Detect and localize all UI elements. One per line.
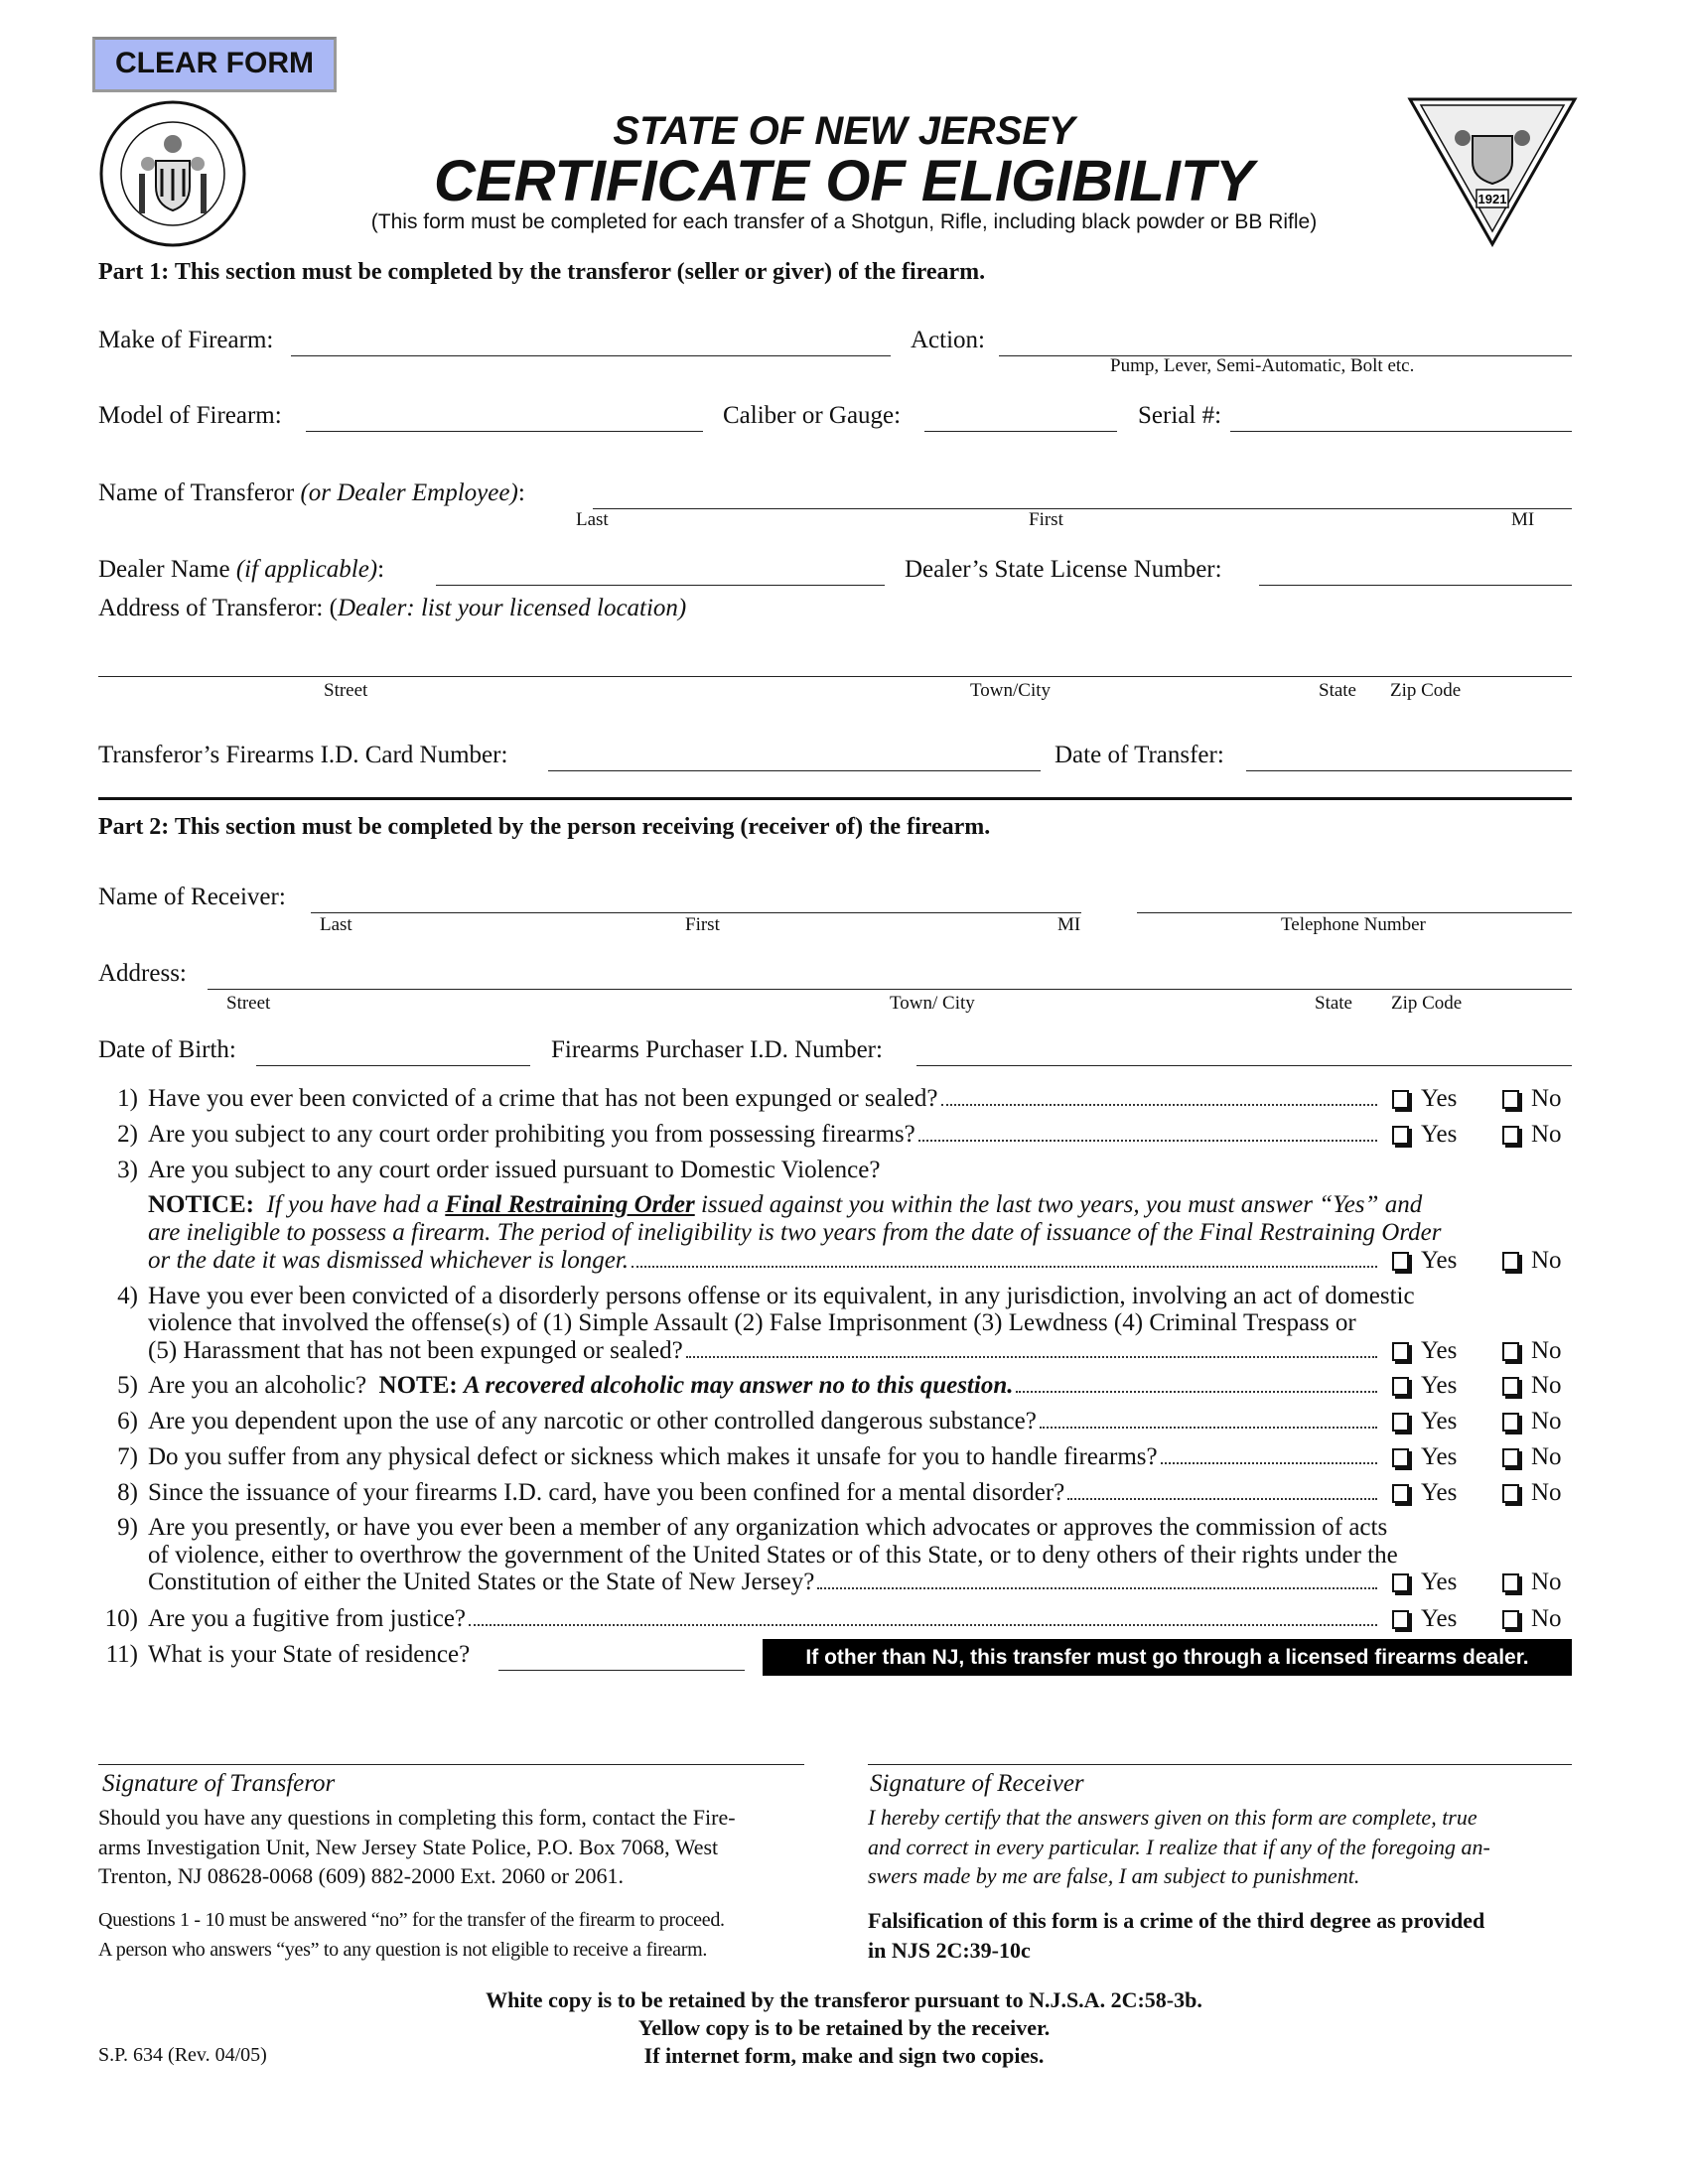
dealer-name-label [98,555,384,585]
question-number: 9) [117,1514,138,1541]
sub-street: Street [226,993,271,1014]
checkbox-icon [1392,1126,1409,1145]
checkbox-icon [1392,1610,1409,1629]
dot-leader [1016,1391,1377,1393]
question-9-line-3 [148,1569,1381,1596]
form-number: S.P. 634 (Rev. 04/05) [98,2044,267,2066]
dealer-name-field[interactable] [436,585,885,586]
transferor-fid-field[interactable] [548,770,1041,771]
no-label: No [1531,1443,1562,1470]
yes-label: Yes [1421,1408,1458,1434]
question-10 [98,1605,1381,1633]
q9-yes-checkbox[interactable] [1392,1569,1457,1596]
yes-label: Yes [1421,1085,1458,1112]
checkbox-icon [1502,1377,1519,1396]
checkbox-icon [1392,1090,1409,1109]
transferor-name-label [98,478,525,508]
state-heading: STATE OF NEW JERSEY [613,109,1075,153]
receiver-name-label: Name of Receiver: [98,884,286,910]
checkbox-icon [1392,1413,1409,1432]
question-text: Since the issuance of your firearms I.D. card, have you been confined for a mental disorder? [148,1479,1065,1506]
clear-form-button[interactable]: CLEAR FORM [92,37,337,92]
dealer-license-label: Dealer’s State License Number: [905,556,1222,583]
form-title: CERTIFICATE OF ELIGIBILITY [434,149,1254,213]
state-of-residence-field[interactable] [498,1670,745,1671]
checkbox-icon [1392,1252,1409,1271]
question-text: Have you ever been convicted of a disorderly persons offense or its equivalent, in any jurisdiction, involving an act of domestic [148,1283,1415,1309]
no-label: No [1531,1408,1562,1434]
answer-rule [98,1906,725,1965]
no-label: No [1531,1337,1562,1364]
q7-no-checkbox[interactable] [1502,1443,1562,1471]
transfer-date-label: Date of Transfer: [1055,742,1224,768]
q2-yes-checkbox[interactable] [1392,1121,1457,1149]
q4-no-checkbox[interactable] [1502,1337,1562,1365]
question-text: Are you dependent upon the use of any narcotic or other controlled dangerous substance? [148,1408,1037,1434]
question-number: 3) [117,1157,138,1183]
dob-label: Date of Birth: [98,1036,236,1063]
dot-leader [469,1624,1377,1626]
checkbox-icon [1392,1484,1409,1503]
yes-label: Yes [1421,1569,1458,1595]
checkbox-icon [1502,1610,1519,1629]
yes-label: Yes [1421,1372,1458,1399]
question-number: 1) [117,1085,138,1112]
copy-instruction-internet: If internet form, make and sign two copies. [643,2043,1045,2068]
no-label: No [1531,1247,1562,1274]
svg-text:1921: 1921 [1477,192,1507,206]
transferor-signature-label: Signature of Transferor [102,1770,336,1797]
receiver-name-field[interactable] [311,912,1081,913]
dealer-license-field[interactable] [1259,585,1572,586]
transfer-date-field[interactable] [1246,770,1572,771]
question-text: Constitution of either the United States or the State of New Jersey? [148,1569,815,1595]
notice-line-3 [148,1247,1381,1275]
notice-line-1 [148,1191,1422,1219]
question-number: 8) [117,1479,138,1506]
notice-line-2: are ineligible to possess a firearm. The period of ineligibility is two years from the date of issuance of the Final Restraining Order [148,1219,1442,1246]
yes-label: Yes [1421,1337,1458,1364]
fpid-label: Firearms Purchaser I.D. Number: [551,1036,883,1063]
q4-yes-checkbox[interactable] [1392,1337,1457,1365]
falsification-line: Falsification of this form is a crime of the third degree as provided [868,1908,1485,1933]
yes-label: Yes [1421,1247,1458,1274]
colon: : [517,479,525,506]
question-3 [98,1157,1572,1184]
q1-yes-checkbox[interactable] [1392,1085,1457,1113]
question-6 [98,1408,1381,1435]
checkbox-icon [1502,1252,1519,1271]
receiver-address-label: Address: [98,960,187,987]
question-number: 7) [117,1443,138,1470]
transferor-address-field[interactable] [98,676,1572,677]
dob-field[interactable] [256,1065,530,1066]
q5-yes-checkbox[interactable] [1392,1372,1457,1400]
receiver-phone-field[interactable] [1137,912,1572,913]
checkbox-icon [1502,1126,1519,1145]
question-text: Are you an alcoholic? [148,1372,367,1399]
dealer-notice-banner: If other than NJ, this transfer must go through a licensed firearms dealer. [763,1639,1572,1676]
checkbox-icon [1502,1413,1519,1432]
fpid-field[interactable] [916,1065,1572,1066]
make-label: Make of Firearm: [98,327,274,353]
question-text: Are you subject to any court order prohibiting you from possessing firearms? [148,1121,915,1148]
question-text: Have you ever been convicted of a crime that has not been expunged or sealed? [148,1085,938,1112]
question-text: What is your State of residence? [148,1641,471,1668]
q8-no-checkbox[interactable] [1502,1479,1562,1507]
no-label: No [1531,1121,1562,1148]
receiver-signature-field[interactable] [868,1764,1572,1765]
checkbox-icon [1502,1573,1519,1592]
no-label: No [1531,1372,1562,1399]
question-1 [98,1085,1381,1113]
question-4-line-2: violence that involved the offense(s) of (1) Simple Assault (2) False Imprisonment (3) Lewdness (4) Criminal Trespass or [148,1309,1356,1336]
dot-leader [1067,1498,1377,1500]
q1-no-checkbox[interactable] [1502,1085,1562,1113]
dot-leader [686,1356,1377,1358]
action-label: Action: [911,327,985,353]
dot-leader [632,1266,1377,1268]
dot-leader [1161,1462,1377,1464]
checkbox-icon [1502,1090,1519,1109]
question-7 [98,1443,1381,1471]
caliber-label: Caliber or Gauge: [723,402,902,429]
section-divider [98,797,1572,800]
sub-last: Last [576,509,609,530]
notice-label: NOTICE: [148,1191,254,1218]
yes-label: Yes [1421,1121,1458,1148]
colon: : [377,556,385,583]
final-restraining-order-emphasis: Final Restraining Order [445,1191,695,1218]
yes-label: Yes [1421,1605,1458,1632]
notice-text: issued against you within the last two years, you must answer “Yes” and [700,1191,1423,1218]
no-label: No [1531,1085,1562,1112]
question-number: 10) [104,1605,138,1632]
sub-mi: MI [1057,914,1081,935]
model-field[interactable] [306,431,703,432]
checkbox-icon [1392,1448,1409,1467]
falsification-warning [868,1906,1484,1965]
transferor-name-text: Name of Transferor [98,479,295,506]
no-label: No [1531,1569,1562,1595]
caliber-field[interactable] [924,431,1117,432]
sub-zip: Zip Code [1391,993,1463,1014]
dealer-name-text: Dealer Name [98,556,230,583]
question-9 [98,1514,1572,1542]
dot-leader [941,1104,1378,1106]
checkbox-icon [1502,1484,1519,1503]
part2-heading: Part 2: This section must be completed by the person receiving (receiver of) the firearm. [98,814,991,840]
sub-city: Town/ City [890,993,975,1014]
question-text: Are you subject to any court order issued pursuant to Domestic Violence? [148,1157,881,1183]
question-4 [98,1283,1572,1310]
q6-yes-checkbox[interactable] [1392,1408,1457,1435]
q10-no-checkbox[interactable] [1502,1605,1562,1633]
form-subtitle: (This form must be completed for each transfer of a Shotgun, Rifle, including black powder or BB Rifle) [370,210,1318,233]
sub-state: State [1315,993,1352,1014]
notice-text: If you have had a [266,1191,440,1218]
transferor-fid-label: Transferor’s Firearms I.D. Card Number: [98,742,508,768]
certification-text [868,1803,1578,1891]
transferor-signature-field[interactable] [98,1764,804,1765]
action-hint: Pump, Lever, Semi-Automatic, Bolt etc. [1110,355,1415,376]
question-4-line-3 [148,1337,1381,1365]
question-2 [98,1121,1381,1149]
transferor-name-hint: (or Dealer Employee) [300,479,518,506]
dealer-name-hint: (if applicable) [235,556,378,583]
notice-text: or the date it was dismissed whichever is longer. [148,1247,629,1274]
question-text: Are you presently, or have you ever been a member of any organization which advocates or approves the commission of acts [148,1514,1388,1541]
checkbox-icon [1392,1342,1409,1361]
serial-field[interactable] [1230,431,1572,432]
serial-label: Serial #: [1138,402,1222,429]
yes-label: Yes [1421,1479,1458,1506]
q2-no-checkbox[interactable] [1502,1121,1562,1149]
address-hint: Dealer: list your licensed location) [337,595,687,621]
question-number: 5) [117,1372,138,1399]
no-label: No [1531,1605,1562,1632]
q8-yes-checkbox[interactable] [1392,1479,1457,1507]
checkbox-icon [1502,1342,1519,1361]
sub-phone: Telephone Number [1281,914,1426,935]
sub-last: Last [320,914,352,935]
q5-no-checkbox[interactable] [1502,1372,1562,1400]
certify-line: swers made by me are false, I am subject to punishment. [868,1863,1360,1888]
q9-no-checkbox[interactable] [1502,1569,1562,1596]
contact-line: arms Investigation Unit, New Jersey State Police, P.O. Box 7068, West [98,1834,719,1859]
checkbox-icon [1392,1377,1409,1396]
question-9-line-2: of violence, either to overthrow the government of the United States or of this State, or to deny others of their rights under the [148,1542,1398,1569]
question-number: 2) [117,1121,138,1148]
receiver-address-field[interactable] [208,989,1572,990]
q10-yes-checkbox[interactable] [1392,1605,1457,1633]
question-8 [98,1479,1381,1507]
question-text: (5) Harassment that has not been expunged or sealed? [148,1337,683,1364]
question-5 [98,1372,1381,1400]
checkbox-icon [1502,1448,1519,1467]
model-label: Model of Firearm: [98,402,282,429]
falsification-line: in NJS 2C:39-10c [868,1937,1031,1963]
dot-leader [918,1140,1377,1142]
sub-state: State [1319,680,1356,701]
receiver-signature-label: Signature of Receiver [870,1770,1084,1797]
address-text: Address of Transferor: ( [98,595,338,621]
dot-leader [817,1587,1377,1589]
transferor-name-field[interactable] [593,508,1572,509]
rule-line: Questions 1 - 10 must be answered “no” for the transfer of the firearm to proceed. [98,1909,725,1931]
question-number: 11) [105,1641,138,1668]
sub-street: Street [324,680,368,701]
copy-instruction-yellow: Yellow copy is to be retained by the receiver. [637,2015,1051,2040]
question-text: Are you a fugitive from justice? [148,1605,467,1632]
q7-yes-checkbox[interactable] [1392,1443,1457,1471]
sub-city: Town/City [970,680,1052,701]
sub-zip: Zip Code [1390,680,1462,701]
q3-yes-checkbox[interactable] [1392,1247,1457,1275]
question-text: Do you suffer from any physical defect or sickness which makes it unsafe for you to handle firearms? [148,1443,1158,1470]
make-field[interactable] [291,355,891,356]
dot-leader [1040,1427,1377,1429]
copy-instruction-white: White copy is to be retained by the transferor pursuant to N.J.S.A. 2C:58-3b. [486,1987,1202,2012]
sub-first: First [1029,509,1063,530]
question-number: 6) [117,1408,138,1434]
note-label: NOTE: [378,1372,458,1399]
q3-no-checkbox[interactable] [1502,1247,1562,1275]
q6-no-checkbox[interactable] [1502,1408,1562,1435]
transferor-address-label [98,594,686,623]
no-label: No [1531,1479,1562,1506]
contact-line: Trenton, NJ 08628-0068 (609) 882-2000 Ext. 2060 or 2061. [98,1863,624,1888]
sub-mi: MI [1511,509,1535,530]
contact-line: Should you have any questions in completing this form, contact the Fire- [98,1805,736,1830]
rule-line: A person who answers “yes” to any question is not eligible to receive a firearm. [98,1938,708,1961]
note-text: A recovered alcoholic may answer no to this question. [463,1372,1014,1399]
contact-info [98,1803,808,1891]
question-number: 4) [117,1283,138,1309]
yes-label: Yes [1421,1443,1458,1470]
certify-line: I hereby certify that the answers given on this form are complete, true [868,1805,1477,1830]
certify-line: and correct in every particular. I realize that if any of the foregoing an- [868,1834,1490,1859]
sub-first: First [685,914,720,935]
part1-heading: Part 1: This section must be completed by the transferor (seller or giver) of the firearm. [98,259,986,285]
checkbox-icon [1392,1573,1409,1592]
